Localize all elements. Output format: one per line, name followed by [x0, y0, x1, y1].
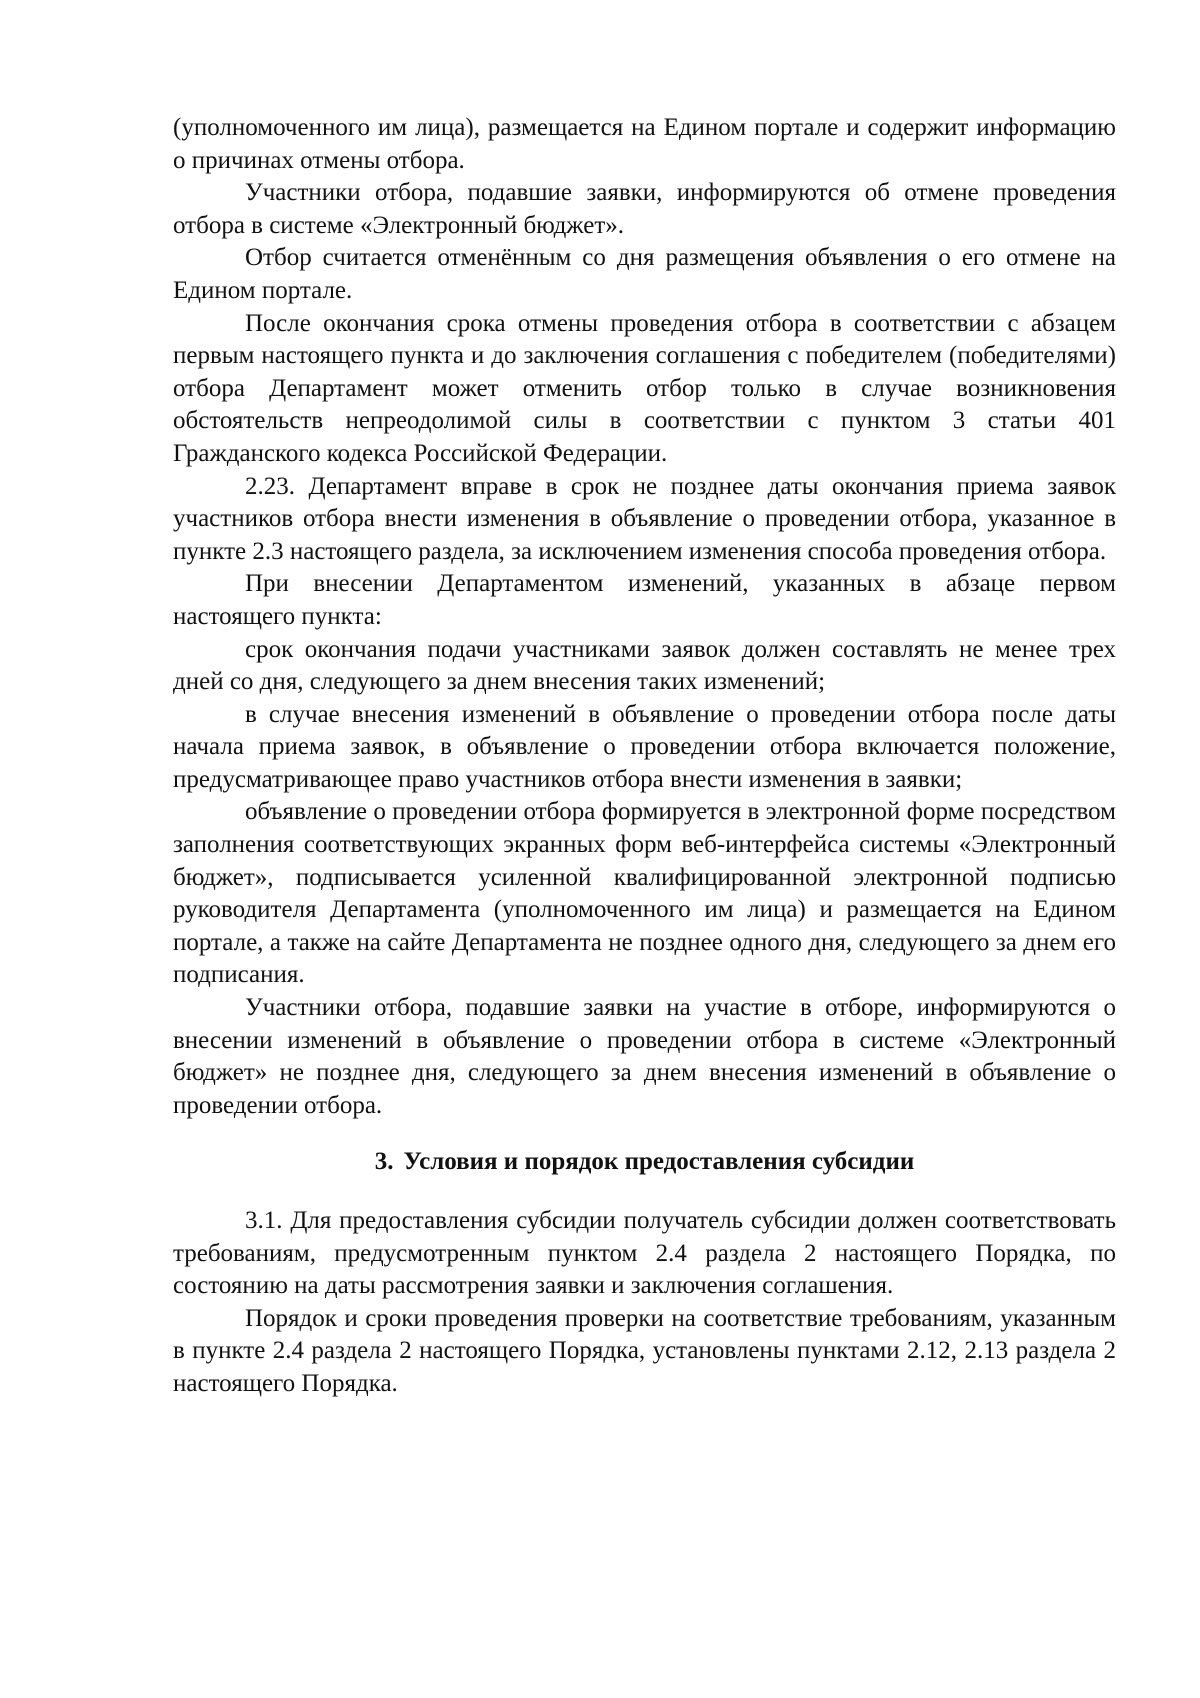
paragraph-verification-procedure: Порядок и сроки проведения проверки на соответствие требованиям, указанным в пункте 2.4 раздела 2 настоящего Порядка, установлены пунктами 2.12, 2.13 раздела 2 настоящего Порядка.: [173, 1304, 1116, 1397]
paragraph-deadline: срок окончания подачи участниками заявок должен составлять не менее трех дней со дня, следующего за днем внесения таких изменений;: [173, 635, 1116, 696]
paragraph-electronic-form: объявление о проведении отбора формируется в электронной форме посредством заполнения соответствующих экранных форм веб-интерфейса системы «Электронный бюджет», подписывается усиленной квалифицированной электронной подписью руководителя Департамента (уполномоченного им лица) и размещается на Едином портале, а также на сайте Департамента не позднее одного дня, следующего за днем его подписания.: [173, 798, 1116, 989]
paragraph-clause-3-1: 3.1. Для предоставления субсидии получатель субсидии должен соответствовать требованиям, предусмотренным пунктом 2.4 раздела 2 настоящего Порядка, по состоянию на даты рассмотрения заявки и заключения соглашения.: [173, 1207, 1116, 1300]
document-page: [173, 112, 1116, 1401]
paragraph-when-changes: При внесении Департаментом изменений, указанных в абзаце первом настоящего пункта:: [173, 570, 1116, 630]
paragraph-participants-informed-changes: Участники отбора, подавшие заявки на участие в отборе, информируются о внесении изменений в объявление о проведении отбора в системе «Электронный бюджет» не позднее дня, следующего за днем внесения изменений в объявление о проведении отбора.: [173, 994, 1116, 1119]
paragraph-continuation: (уполномоченного им лица), размещается на Едином портале и содержит информацию о причинах отмены отбора.: [173, 114, 1116, 174]
paragraph-changes-after-start: в случае внесения изменений в объявление о проведении отбора после даты начала приема заявок, в объявление о проведении отбора включается положение, предусматривающее право участников отбора внести изменения в заявки;: [173, 700, 1116, 793]
section-number: 3.: [374, 1148, 394, 1176]
paragraph-selection-cancelled: Отбор считается отменённым со дня размещения объявления о его отмене на Едином портале.: [173, 244, 1116, 304]
paragraph-force-majeure: После окончания срока отмены проведения отбора в соответствии с абзацем первым настоящего пункта и до заключения соглашения с победителем (победителями) отбора Департамент может отменить отбор только в случае возникновения обстоятельств непреодолимой силы в соответствии с пунктом 3 статьи 401 Гражданского кодекса Российской Федерации.: [173, 309, 1116, 467]
section-title: Условия и порядок предоставления субсидии: [403, 1148, 915, 1176]
section-heading: [173, 1146, 1116, 1179]
paragraph-clause-2-23: 2.23. Департамент вправе в срок не позднее даты окончания приема заявок участников отбора внести изменения в объявление о проведении отбора, указанное в пункте 2.3 настоящего раздела, за исключением изменения способа проведения отбора.: [173, 472, 1116, 565]
paragraph-participants-informed-cancel: Участники отбора, подавшие заявки, информируются об отмене проведения отбора в системе «Электронный бюджет».: [173, 179, 1116, 239]
